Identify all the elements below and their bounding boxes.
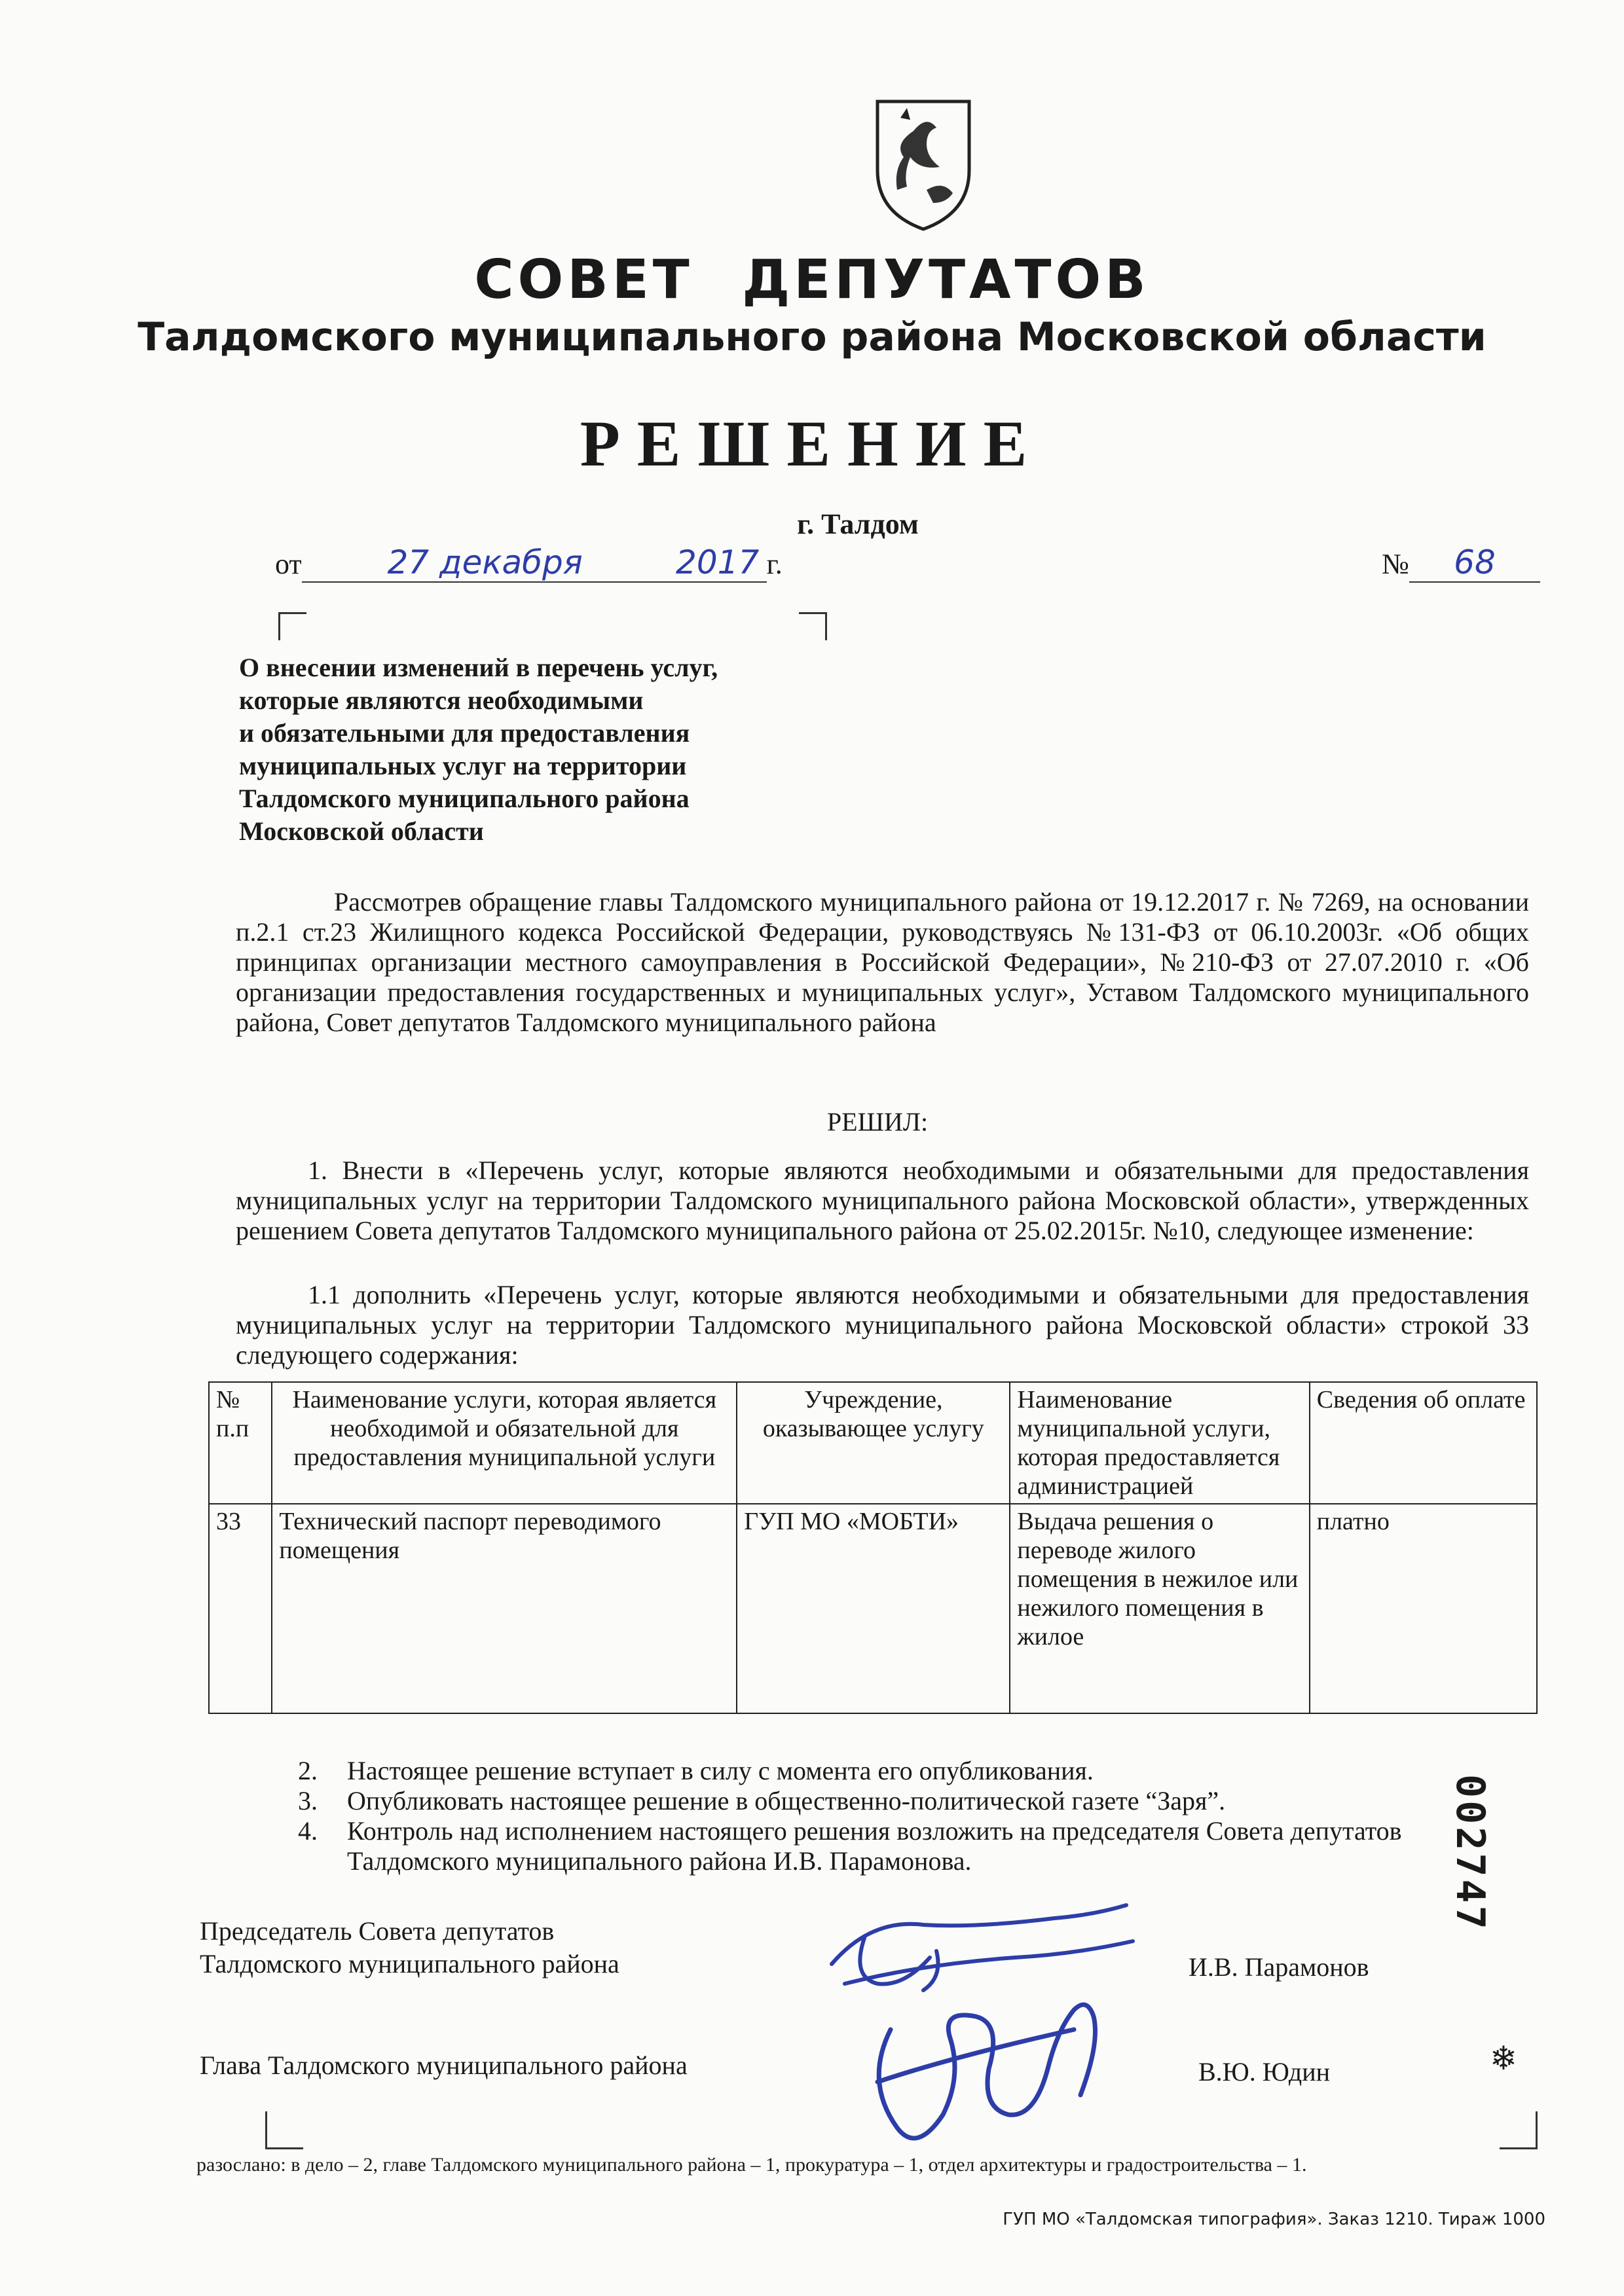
district-title: Талдомского муниципального района Московской области [138,314,1486,360]
corner-bracket-bottom-right [1500,2111,1538,2149]
services-table [208,1381,1538,1714]
corner-bracket-top-right [799,612,827,640]
table-header-cell: Наименование услуги, которая является необходимой и обязательной для предоставления муниципальной услуги [272,1382,737,1504]
date-suffix: г. [766,548,783,580]
corner-bracket-top-left [278,612,306,640]
subject-line: О внесении изменений в перечень услуг, [239,653,718,682]
crest-icon [864,92,982,236]
list-item [298,1816,1536,1876]
table-header-cell: Сведения об оплате [1310,1382,1537,1504]
table-cell: платно [1310,1504,1537,1713]
date-year: 2017 [669,543,767,583]
decision-title: РЕШЕНИЕ [580,407,1044,480]
item-1-1-paragraph: 1.1 дополнить «Перечень услуг, которые являются необходимыми и обязательными для предоставления муниципальных услуг на территории Талдомского муниципального района Московской области» строкой 33 следующего содержания: [236,1280,1529,1370]
subject-line: которые являются необходимыми [239,685,644,715]
table-header-cell: Учреждение, оказывающее услугу [737,1382,1010,1504]
date-prefix: от [275,548,302,580]
decision-subject [239,651,828,848]
table-header-cell: Наименование муниципальной услуги, которая предоставляется администрацией [1010,1382,1309,1504]
printer-line: ГУП МО «Талдомская типография». Заказ 1210. Тираж 1000 [1003,2210,1545,2229]
number-line [1382,543,1540,583]
subject-line: и обязательными для предоставления [239,718,690,748]
table-cell: Технический паспорт переводимого помещения [272,1504,737,1713]
signature-icon [805,1886,1172,2160]
head-name: В.Ю. Юдин [1198,2057,1331,2086]
item-1-paragraph: 1. Внести в «Перечень услуг, которые являются необходимыми и обязательными для предоставления муниципальных услуг на территории Талдомского муниципального района Московской области», утвержденных решением Совета депутатов Талдомского муниципального района от 25.02.2015г. №10, следующее изменение: [236,1156,1529,1245]
corner-bracket-bottom-left [265,2111,303,2149]
list-item [298,1786,1536,1816]
item-text: Настоящее решение вступает в силу с момента его опубликования. [347,1756,1094,1785]
chair-name: И.В. Парамонов [1189,1952,1369,1982]
resolved-heading: РЕШИЛ: [826,1107,929,1137]
preamble-paragraph: Рассмотрев обращение главы Талдомского муниципального района от 19.12.2017 г. № 7269, на основании п.2.1 ст.23 Жилищного кодекса Российской Федерации, руководствуясь №131-ФЗ от 06.10.2003г. «Об общих принципах организации местного самоуправления в Российской Федерации», №210-ФЗ от 27.07.2010 г. «Об организации предоставления государственных и муниципальных услуг», Уставом Талдомского муниципального района, Совет депутатов Талдомского муниципального района [236,887,1529,1037]
table-cell: 33 [209,1504,272,1713]
chair-title [200,1915,619,1980]
chair-title-line: Талдомского муниципального района [200,1949,619,1978]
items-list [298,1756,1536,1876]
snowflake-icon: ❄ [1490,2040,1517,2077]
item-number: 3. [298,1786,318,1815]
item-number: 4. [298,1816,318,1846]
number-prefix: № [1382,548,1409,580]
date-day-month: 27 декабря [302,543,669,583]
table-header-row [209,1382,1537,1504]
distribution-line: разослано: в дело – 2, главе Талдомского муниципального района – 1, прокуратура – 1, отдел архитектуры и градостроительства – 1. [196,2154,1307,2176]
city-line: г. Талдом [797,508,919,540]
head-title: Глава Талдомского муниципального района [200,2050,688,2080]
table-cell: ГУП МО «МОБТИ» [737,1504,1010,1713]
subject-line: Московской области [239,816,484,846]
list-item [298,1756,1536,1786]
council-title: СОВЕТ ДЕПУТАТОВ [474,249,1150,311]
number-value: 68 [1409,543,1540,583]
item-number: 2. [298,1756,318,1785]
chair-title-line: Председатель Совета депутатов [200,1916,555,1946]
subject-line: Талдомского муниципального района [239,784,690,813]
stamp-number: 002747 [1447,1774,1493,1932]
table-row [209,1504,1537,1713]
item-text: Контроль над исполнением настоящего решения возложить на председателя Совета депутатов Талдомского муниципального района И.В. Парамонова. [347,1816,1402,1876]
date-line [275,543,783,583]
subject-line: муниципальных услуг на территории [239,751,687,780]
table-header-cell: № п.п [209,1382,272,1504]
item-text: Опубликовать настоящее решение в общественно-политической газете “Заря”. [347,1786,1226,1815]
table-cell: Выдача решения о переводе жилого помещения в нежилое или нежилого помещения в жилое [1010,1504,1309,1713]
